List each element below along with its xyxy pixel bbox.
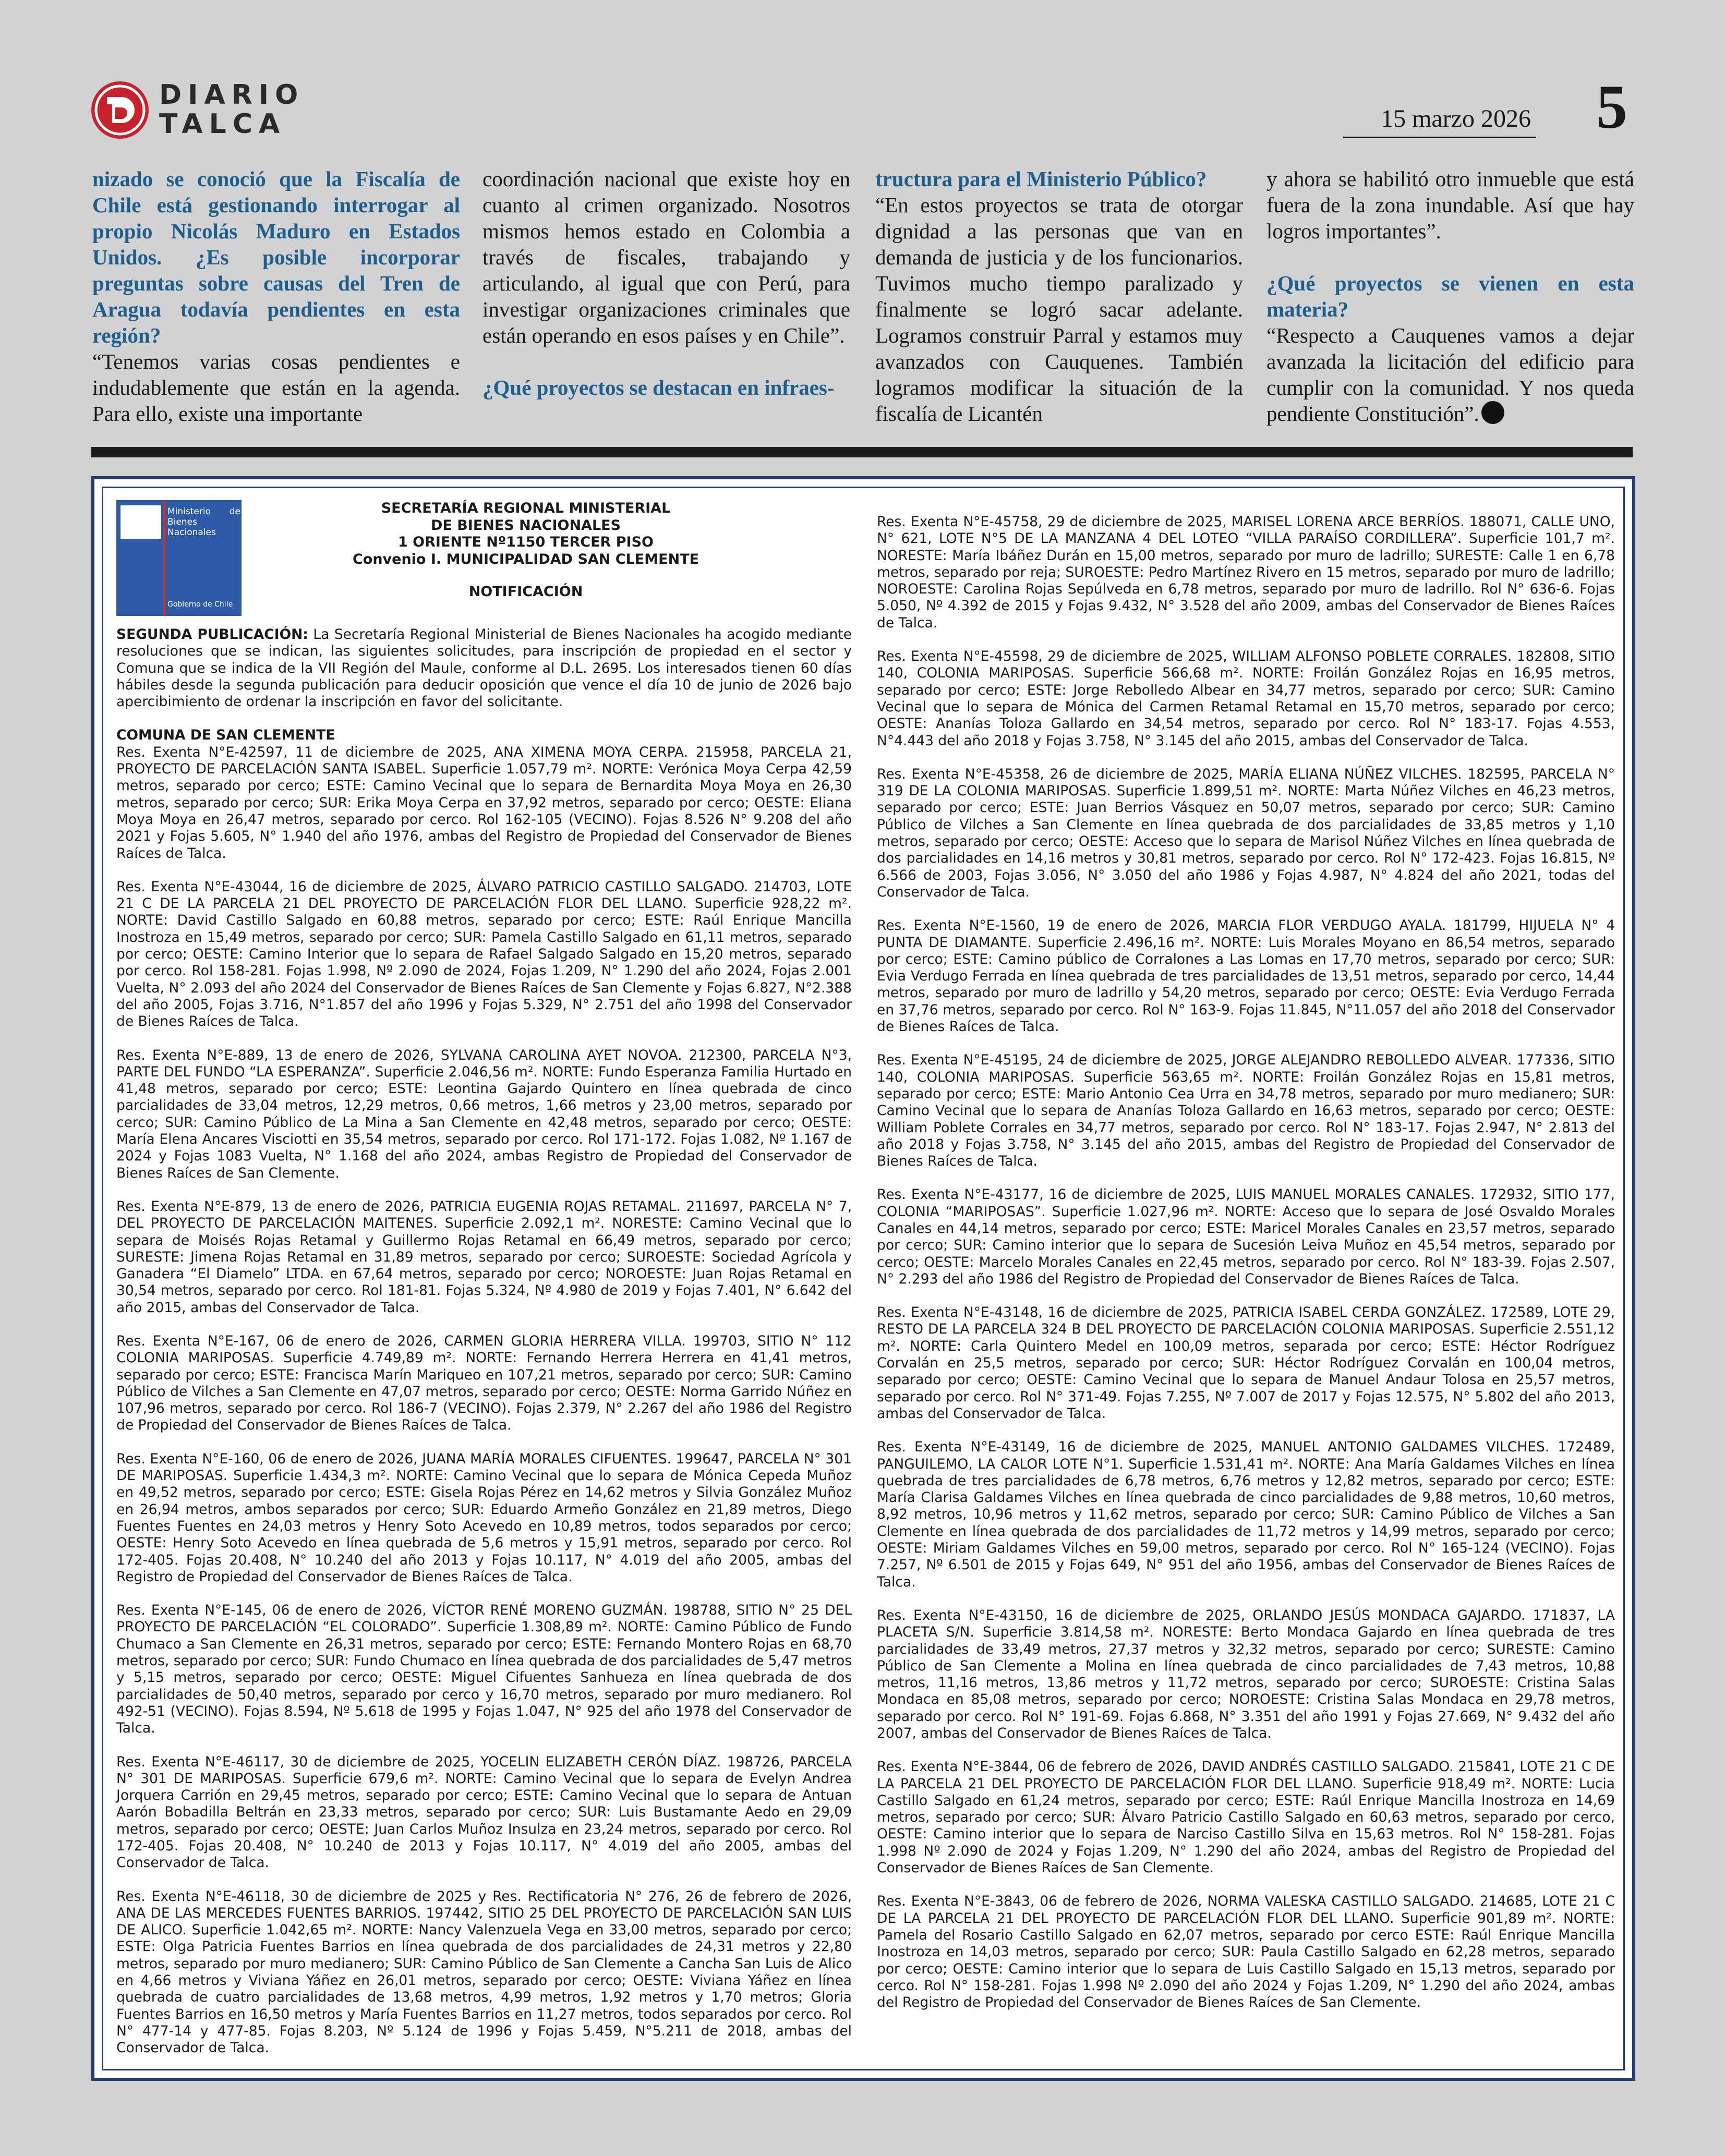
interview-answer: “Tenemos varias cosas pendientes e indudablemente que están en la agenda. Para ello, existe una importante — [92, 349, 460, 426]
diario-talca-d-icon — [91, 81, 149, 139]
interview-answer: coordinación nacional que existe hoy en cuanto al crimen organizado. Nosotros mismos hemos estado en Colombia a través de fiscales, trabajando y articulando, al igual que con Perú, para investigar organizaciones criminales que están operando en esos países y en Chile”. — [482, 167, 850, 347]
notice-right-column — [877, 514, 1615, 2028]
interview-question: ¿Qué proyectos se destacan en infraes- — [482, 376, 835, 399]
resolution-entry: Res. Exenta N°E-879, 13 de enero de 2026, PATRICIA EUGENIA ROJAS RETAMAL. 211697, PARCELA N° 7, DEL PROYECTO DE PARCELACIÓN MAITENES. Superficie 2.092,1 m². NORESTE: Camino Vecinal que lo separa de Moisés Rojas Retamal y Guillermo Rojas Retamal en 66,49 metros, separado por cerco; SURESTE: Jimena Rojas Retamal en 31,89 metros, separado por cerco; SUROESTE: Sociedad Agrícola y Ganadera “El Diamelo” LTDA. en 67,64 metros, separado por cerco; NOROESTE: Juan Rojas Retamal en 30,54 metros, separado por cerco. Rol 181-81. Fojas 5.324, Nº 4.980 de 2019 y Fojas 7.401, N° 6.642 del año 2015, ambas del Conservador de Talca. — [116, 1198, 852, 1316]
notice-header-line: DE BIENES NACIONALES — [430, 517, 621, 534]
date-underline — [1343, 137, 1536, 138]
resolution-entry: Res. Exenta N°E-3843, 06 de febrero de 2026, NORMA VALESKA CASTILLO SALGADO. 214685, LOTE 21 C DE LA PARCELA 21 DEL PROYECTO DE PARCELACIÓN FLOR DEL LLANO. Superficie 901,89 m². NORTE: Pamela del Rosario Castillo Salgado en 62,07 metros, separado por cerco ESTE: Raúl Enrique Mancilla Inostroza en 14,03 metros, separado por cerco; SUR: Paula Castillo Salgado en 62,28 metros, separado por cerco; OESTE: Camino interior que lo separa de Luis Castillo Salgado en 15,13 metros, separado por cerco. Rol N° 158-281. Fojas 1.998 Nº 2.090 del año 2024 y Fojas 1.209, N° 1.290 del año 2024, ambas del Registro de Propiedad del Conservador de Bienes Raíces de San Clemente. — [877, 1893, 1615, 2011]
logo-line-1: DIARIO — [159, 79, 305, 111]
intro-text: La Secretaría Regional Ministerial de Bienes Nacionales ha acogido mediante resoluciones que se indican, las siguientes solicitudes, para inscripción de propiedad en el sector y Comuna que se indica de la VII Región del Maule, conforme al D.L. 2695. Los interesados tienen 60 días hábiles desde la segunda publicación para deducir oposición que vence el día 10 de junio de 2026 bajo apercibimiento de ordenar la inscripción en favor del solicitante. — [116, 626, 852, 710]
interview-question: tructura para el Ministerio Público? — [875, 167, 1207, 191]
notice-header-line: SECRETARÍA REGIONAL MINISTERIAL — [381, 500, 671, 516]
resolution-entry: Res. Exenta N°E-45598, 29 de diciembre de 2025, WILLIAM ALFONSO POBLETE CORRALES. 182808, SITIO 140, COLONIA MARIPOSAS. Superficie 566,68 m². NORTE: Froilán González Rojas en 16,95 metros, separado por cerco; ESTE: Jorge Rebolledo Albear en 34,77 metros, separado por cerco; SUR: Camino Vecinal que lo separa de Mónica del Carmen Retamal Retamal en 15,70 metros, separado por cerco; OESTE: Ananías Toloza Gallardo en 34,54 metros, separado por cerco. Rol N° 183-17. Fojas 4.553, N°4.443 del año 2018 y Fojas 3.758, N° 3.145 del año 2015, ambas del Conservador de Talca. — [877, 648, 1615, 749]
logo-red-bar — [163, 500, 165, 616]
notice-intro — [116, 626, 852, 710]
legal-notice-box — [91, 476, 1635, 2081]
interview-answer-text: “Respecto a Cauquenes vamos a dejar avanzada la licitación del edificio para cumplir con la comunidad. Y nos queda pendiente Constitución”. — [1266, 323, 1634, 426]
comuna-heading: COMUNA DE SAN CLEMENTE — [116, 727, 335, 744]
resolution-entry: Res. Exenta N°E-3844, 06 de febrero de 2026, DAVID ANDRÉS CASTILLO SALGADO. 215841, LOTE 21 C DE LA PARCELA 21 DEL PROYECTO DE PARCELACIÓN FLOR DEL LLANO. Superficie 918,49 m². NORTE: Lucia Castillo Salgado en 61,24 metros, separado por cerco; ESTE: Raúl Enrique Mancilla Inostroza en 14,69 metros, separado por cerco; SUR: Álvaro Patricio Castillo Salgado en 60,63 metros, separado por cerco, OESTE: Camino interior que lo separa de Narciso Castillo Silva en 15,63 metros. Rol N° 158-281. Fojas 1.998 Nº 2.090 de 2024 y Fojas 1.209, N° 1.290 del año 2024, ambas del Registro de Propiedad del Conservador de Bienes Raíces de San Clemente. — [877, 1759, 1615, 1876]
resolution-entry: Res. Exenta N°E-43044, 16 de diciembre de 2025, ÁLVARO PATRICIO CASTILLO SALGADO. 214703, LOTE 21 C DE LA PARCELA 21 DEL PROYECTO DE PARCELACIÓN FLOR DEL LLANO. Superficie 928,22 m². NORTE: David Castillo Salgado en 60,88 metros, separado por cerco; ESTE: Raúl Enrique Mancilla Inostroza en 15,49 metros, separado por cerco; SUR: Pamela Castillo Salgado en 61,11 metros, separado por cerco; OESTE: Camino Interior que lo separa de Rafael Salgado Salgado en 15,20 metros, separado por cerco. Rol 158-281. Fojas 1.998, Nº 2.090 de 2024, Fojas 1.209, N° 1.290 del año 2024, Fojas 2.001 Vuelta, N° 2.093 del año 2024 del Conservador de Bienes Raíces de San Clemente y Fojas 6.827, N°2.388 del año 2005, Fojas 3.716, N°1.857 del año 1996 y Fojas 5.329, N° 2.751 del año 1998 del Conservador de Bienes Raíces de Talca. — [116, 878, 852, 1030]
interview-question: nizado se conoció que la Fiscalía de Chile está gestionando interrogar al propio Nicolás Maduro en Estados Unidos. ¿Es posible incorporar preguntas sobre causas del Tren de Aragua todavía pendientes en esta región? — [92, 167, 460, 347]
logo-wordmark — [159, 80, 304, 139]
resolution-entry: Res. Exenta N°E-46117, 30 de diciembre de 2025, YOCELIN ELIZABETH CERÓN DÍAZ. 198726, PARCELA N° 301 DE MARIPOSAS. Superficie 679,6 m². NORTE: Camino Vecinal que lo separa de Evelyn Andrea Jorquera Carrión en 29,45 metros, separado por cerco; ESTE: Camino Vecinal que lo separa de Antuan Aarón Bobadilla Beltrán en 23,33 metros, separado por cerco; SUR: Luis Bustamante Aedo en 29,09 metros, separado por cerco; OESTE: Juan Carlos Muñoz Insulza en 23,24 metros, separado por cerco. Rol 172-405. Fojas 20.408, N° 10.240 de 2013 y Fojas 10.117, N° 4.019 del año 2005, ambas del Conservador de Talca. — [116, 1753, 852, 1871]
resolution-entry: Res. Exenta N°E-160, 06 de enero de 2026, JUANA MARÍA MORALES CIFUENTES. 199647, PARCELA N° 301 DE MARIPOSAS. Superficie 1.434,3 m². NORTE: Camino Vecinal que lo separa de Mónica Cepeda Muñoz en 49,52 metros, separado por cerco; ESTE: Gisela Rojas Pérez en 14,62 metros y Silvia González Muñoz en 26,94 metros, ambos separados por cerco; SUR: Eduardo Armeño González en 21,89 metros, Diego Fuentes Fuentes en 24,03 metros y Henry Soto Acevedo en 10,89 metros, todos separados por cerco; OESTE: Henry Soto Acevedo en línea quebrada de 5,6 metros y 15,91 metros, separado por cerco. Rol 172-405. Fojas 20.408, N° 10.240 del año 2013 y Fojas 10.117, N° 4.019 del año 2005, ambas del Registro de Propiedad del Conservador de Bienes Raíces de Talca. — [116, 1450, 852, 1585]
ministry-logo-gov: Gobierno de Chile — [167, 600, 233, 609]
resolution-entry: Res. Exenta N°E-1560, 19 de enero de 2026, MARCIA FLOR VERDUGO AYALA. 181799, HIJUELA N° 4 PUNTA DE DIAMANTE. Superficie 2.496,16 m². NORTE: Luis Morales Moyano en 86,54 metros, separado por cerco; ESTE: Camino público de Corralones a Las Lomas en 17,70 metros, separado por cerco; SUR: Evia Verdugo Ferrada en línea quebrada de tres parcialidades de 13,51 metros, separado por cerco, 14,44 metros, separado por muro de ladrillo y 54,20 metros, separado por cerco; OESTE: Evia Verdugo Ferrada en 37,76 metros, separado por cerco. Rol N° 163-9. Fojas 11.845, N°11.057 del año 2018 del Conservador de Bienes Raíces de Talca. — [877, 917, 1615, 1035]
resolution-entry: Res. Exenta N°E-45358, 26 de diciembre de 2025, MARÍA ELIANA NÚÑEZ VILCHES. 182595, PARCELA N° 319 DE LA COLONIA MARIPOSAS. Superficie 1.899,51 m². NORTE: Marta Núñez Vilches en 46,23 metros, separado por cerco; ESTE: Juan Berrios Vásquez en 50,07 metros, separado por cerco; SUR: Camino Público de Vilches a San Clemente en línea quebrada de dos parcialidades de 33,85 metros y 1,10 metros, separado por cerco; OESTE: Acceso que lo separa de Marisol Núñez Vilches en línea quebrada de dos parcialidades en 14,16 metros y 30,81 metros, separado por cerco. Rol N° 172-423. Fojas 16.815, Nº 6.566 de 2003, Fojas 3.056, N° 3.050 del año 1986 y Fojas 4.987, N° 4.824 del año 2021, todas del Conservador de Talca. — [877, 766, 1615, 900]
notice-title: NOTIFICACIÓN — [468, 584, 583, 600]
notice-header-line: 1 ORIENTE Nº1150 TERCER PISO — [398, 534, 654, 550]
page-number: 5 — [1596, 72, 1627, 141]
resolution-entry: Res. Exenta N°E-45195, 24 de diciembre de 2025, JORGE ALEJANDRO REBOLLEDO ALVEAR. 177336, SITIO 140, COLONIA MARIPOSAS. Superficie 563,65 m². NORTE: Froilán González Rojas en 15,81 metros, separado por cerco; ESTE: Mario Antonio Cea Urra en 34,78 metros, separado por muro medianero; SUR: Camino Vecinal que lo separa de Ananías Toloza Gallardo en 16,63 metros, separado por cerco; OESTE: William Poblete Corrales en 34,77 metros, separado por cerco. Rol N° 183-17. Fojas 2.947, N° 2.813 del año 2018 y Fojas 3.758, N° 3.145 del año 2015, ambas del Registro de Propiedad del Conservador de Bienes Raíces de Talca. — [877, 1052, 1615, 1170]
interview-answer-final — [1266, 322, 1634, 427]
resolution-entry: Res. Exenta N°E-43177, 16 de diciembre de 2025, LUIS MANUEL MORALES CANALES. 172932, SITIO 177, COLONIA “MARIPOSAS”. Superficie 1.027,96 m². NORTE: Acceso que lo separa de José Osvaldo Morales Canales en 44,14 metros, separado por cerco; ESTE: Maricel Morales Canales en 23,57 metros, separado por cerco; SUR: Camino interior que lo separa de Sucesión Leiva Muñoz en 45,54 metros, separado por cerco; OESTE: Marcelo Morales Canales en 22,45 metros, separado por cerco. Rol N° 183-39. Fojas 2.507, N° 2.293 del año 1986 del Registro de Propiedad del Conservador de Bienes Raíces de Talca. — [877, 1186, 1615, 1287]
interview-question: ¿Qué proyectos se vienen en esta materia? — [1266, 271, 1634, 321]
resolution-entry: Res. Exenta N°E-46118, 30 de diciembre de 2025 y Res. Rectificatoria N° 276, 26 de febrero de 2026, ANA DE LAS MERCEDES FUENTES BARRIOS. 197442, SITIO 25 DEL PROYECTO DE PARCELACIÓN SAN LUIS DE ALICO. Superficie 1.042,65 m². NORTE: Nancy Valenzuela Vega en 33,00 metros, separado por cerco; ESTE: Olga Patricia Fuentes Barrios en línea quebrada de dos parcialidades de 24,31 metros y 22,80 metros, separado por muro medianero; SUR: Camino Público de San Clemente a Cancha San Luis de Alico en 4,66 metros y Viviana Yáñez en 26,01 metros, separado por cerco; OESTE: Viviana Yáñez en línea quebrada de cuatro parcialidades de 13,68 metros, 4,99 metros, 1,92 metros y 1,70 metros; Gloria Fuentes Barrios en 16,50 metros y María Fuentes Barrios en 11,27 metros, todos separados por cerco. Rol N° 477-14 y 477-85. Fojas 8.203, Nº 5.124 de 1996 y Fojas 5.459, N°5.211 de 2018, ambas del Conservador de Talca. — [116, 1888, 852, 2056]
ministry-logo-text: Ministerio de Bienes Nacionales — [167, 506, 240, 538]
notice-header-line: Convenio I. MUNICIPALIDAD SAN CLEMENTE — [352, 551, 699, 567]
resolution-entry: Res. Exenta N°E-43150, 16 de diciembre de 2025, ORLANDO JESÚS MONDACA GAJARDO. 171837, LA PLACETA S/N. Superficie 3.814,58 m². NORESTE: Berto Mondaca Gajardo en línea quebrada de tres parcialidades de 33,49 metros, 27,37 metros y 32,32 metros, separado por cerco; SURESTE: Camino Público de San Clemente a Molina en línea quebrada de cinco parcialidades de 7,43 metros, 10,88 metros, 11,16 metros, 13,86 metros y 11,72 metros, separado por cerco; SUROESTE: Cristina Salas Mondaca en 85,08 metros, separado por cerco; NOROESTE: Cristina Salas Mondaca en 29,78 metros, separado por cerco. Rol N° 191-69. Fojas 6.868, N° 3.351 del año 1991 y Fojas 27.669, N° 9.432 del año 2007, ambas del Conservador de Bienes Raíces de Talca. — [877, 1607, 1615, 1741]
resolution-entry: Res. Exenta N°E-167, 06 de enero de 2026, CARMEN GLORIA HERRERA VILLA. 199703, SITIO N° 112 COLONIA MARIPOSAS. Superficie 4.749,89 m². NORTE: Fernando Herrera Herrera en 41,41 metros, separado por cerco; ESTE: Francisca Marín Mariqueo en 107,21 metros, separado por cerco; SUR: Camino Público de Vilches a San Clemente en 47,07 metros, separado por cerco; OESTE: Norma Garrido Núñez en 107,96 metros, separado por cerco. Rol 186-7 (VECINO). Fojas 2.379, N° 2.267 del año 1986 del Registro de Propiedad del Conservador de Bienes Raíces de Talca. — [116, 1333, 852, 1434]
interview-column-4 — [1266, 166, 1634, 427]
diario-talca-logo — [91, 78, 342, 141]
interview-answer: “En estos proyectos se trata de otorgar dignidad a las personas que van en demanda de justicia y de los funcionarios. Tuvimos mucho tiempo paralizado y finalmente se logró sacar adelante. Logramos construir Parral y estamos muy avanzados con Cauquenes. También logramos modificar la situación de la fiscalía de Licantén — [875, 193, 1243, 426]
section-divider — [91, 447, 1633, 457]
notice-left-column — [116, 500, 852, 2074]
resolution-entry: Res. Exenta N°E-889, 13 de enero de 2026, SYLVANA CAROLINA AYET NOVOA. 212300, PARCELA N°3, PARTE DEL FUNDO “LA ESPERANZA”. Superficie 2.046,56 m². NORTE: Fundo Esperanza Familia Hurtado en 41,48 metros, separado por cerco; ESTE: Leontina Gajardo Quintero en línea quebrada de cinco parcialidades de 33,04 metros, 12,29 metros, 0,66 metros, 1,66 metros y 23,00 metros, separado por cerco; SUR: Camino Público de La Mina a San Clemente en 42,48 metros, separado por cerco; OESTE: María Elena Ancares Visciotti en 35,54 metros, separado por cerco. Rol 171-172. Fojas 1.082, Nº 1.167 de 2024 y Fojas 1083 Vuelta, N° 1.168 del año 2024, ambas Registro de Propiedad del Conservador de Bienes Raíces de San Clemente. — [116, 1047, 852, 1181]
interview-answer: y ahora se habilitó otro inmueble que está fuera de la zona inundable. Así que hay logros importantes”. — [1266, 167, 1634, 243]
end-of-article-icon — [1481, 401, 1504, 424]
resolution-entry: Res. Exenta N°E-145, 06 de enero de 2026, VÍCTOR RENÉ MORENO GUZMÁN. 198788, SITIO N° 25 DEL PROYECTO DE PARCELACIÓN “EL COLORADO”. Superficie 1.308,89 m². NORTE: Camino Público de Fundo Chumaco a San Clemente en 26,31 metros, separado por cerco; ESTE: Fernando Montero Rojas en 68,70 metros, separado por cerco; SUR: Fundo Chumaco en línea quebrada de dos parcialidades de 5,47 metros y 5,15 metros, separado por cerco; OESTE: Miguel Cifuentes Sanhueza en línea quebrada de dos parcialidades de 50,40 metros, separado por cerco y 16,70 metros, separado por muro medianero. Rol 492-51 (VECINO). Fojas 8.594, Nº 5.618 de 1995 y Fojas 1.047, N° 925 del año 1978 del Conservador de Talca. — [116, 1602, 852, 1737]
interview-column-1 — [92, 166, 460, 427]
intro-label: SEGUNDA PUBLICACIÓN: — [116, 626, 308, 643]
interview-column-3 — [875, 166, 1243, 427]
ministerio-bienes-nacionales-logo — [116, 500, 242, 616]
logo-line-2: TALCA — [159, 108, 286, 140]
chile-coat-of-arms-icon — [120, 505, 161, 539]
resolution-entry: Res. Exenta N°E-43148, 16 de diciembre de 2025, PATRICIA ISABEL CERDA GONZÁLEZ. 172589, LOTE 29, RESTO DE LA PARCELA 324 B DEL PROYECTO DE PARCELACIÓN COLONIA MARIPOSAS. Superficie 2.551,12 m². NORTE: Carla Quintero Medel en 100,09 metros, separada por cerco; ESTE: Héctor Rodríguez Corvalán en 25,5 metros, separado por cerco; SUR: Héctor Rodríguez Corvalán en 100,04 metros, separado por cerco; OESTE: Camino Vecinal que lo separa de Manuel Andaur Tolosa en 25,57 metros, separado por cerco. Rol N° 371-49. Fojas 7.255, Nº 7.007 de 2017 y Fojas 12.575, N° 5.802 del año 2013, ambas del Conservador de Talca. — [877, 1304, 1615, 1422]
resolution-entry: Res. Exenta N°E-42597, 11 de diciembre de 2025, ANA XIMENA MOYA CERPA. 215958, PARCELA 21, PROYECTO DE PARCELACIÓN SANTA ISABEL. Superficie 1.057,79 m². NORTE: Verónica Moya Cerpa 42,59 metros, separado por cerco; ESTE: Camino Vecinal que lo separa de Bernardita Moya Moya en 26,30 metros, separado por cerco; SUR: Erika Moya Cerpa en 37,92 metros, separado por cerco; OESTE: Eliana Moya Moya en 26,47 metros, separado por cerco. Rol 162-105 (VECINO). Fojas 8.526 N° 9.208 del año 2021 y Fojas 5.605, N° 1.940 del año 1976, ambas del Registro de Propiedad del Conservador de Bienes Raíces de Talca. — [116, 744, 852, 862]
interview-column-2 — [482, 166, 850, 401]
resolution-entry: Res. Exenta N°E-43149, 16 de diciembre de 2025, MANUEL ANTONIO GALDAMES VILCHES. 172489, PANGUILEMO, LA CALOR LOTE N°1. Superficie 1.531,41 m². NORTE: Ana María Galdames Vilches en línea quebrada de tres parcialidades de 6,78 metros, 6,76 metros y 12,82 metros, separado por cerco; ESTE: María Clarisa Galdames Vilches en línea quebrada de cinco parcialidades de 9,88 metros, 10,60 metros, 8,92 metros, 10,96 metros y 11,62 metros, separado por cerco; SUR: Camino Público de Vilches a San Clemente en línea quebrada de dos parcialidades de 11,72 metros y 14,99 metros, separado por cerco; OESTE: Miriam Galdames Vilches en 59,00 metros, separado por cerco. Rol N° 165-124 (VECINO). Fojas 7.257, Nº 6.501 de 2015 y Fojas 649, N° 951 del año 1956, ambas del Conservador de Bienes Raíces de Talca. — [877, 1439, 1615, 1590]
issue-date: 15 marzo 2026 — [1381, 105, 1531, 132]
resolution-entry: Res. Exenta N°E-45758, 29 de diciembre de 2025, MARISEL LORENA ARCE BERRÍOS. 188071, CALLE UNO, N° 621, LOTE N°5 DE LA MANZANA 4 DEL LOTEO “VILLA PARAÍSO CORDILLERA”. Superficie 101,7 m². NORESTE: María Ibáñez Durán en 15,00 metros, separado por muro de ladrillo; SURESTE: Calle 1 en 6,78 metros, separado por reja; SUROESTE: Pedro Martínez Rivero en 15 metros, separado por muro de ladrillo; NOROESTE: Carolina Rojas Sepúlveda en 6,78 metros, separado por muro de ladrillo. Rol N° 636-6. Fojas 5.050, Nº 4.392 de 2015 y Fojas 9.432, N° 3.528 del año 2009, ambas del Conservador de Bienes Raíces de Talca. — [877, 514, 1615, 631]
